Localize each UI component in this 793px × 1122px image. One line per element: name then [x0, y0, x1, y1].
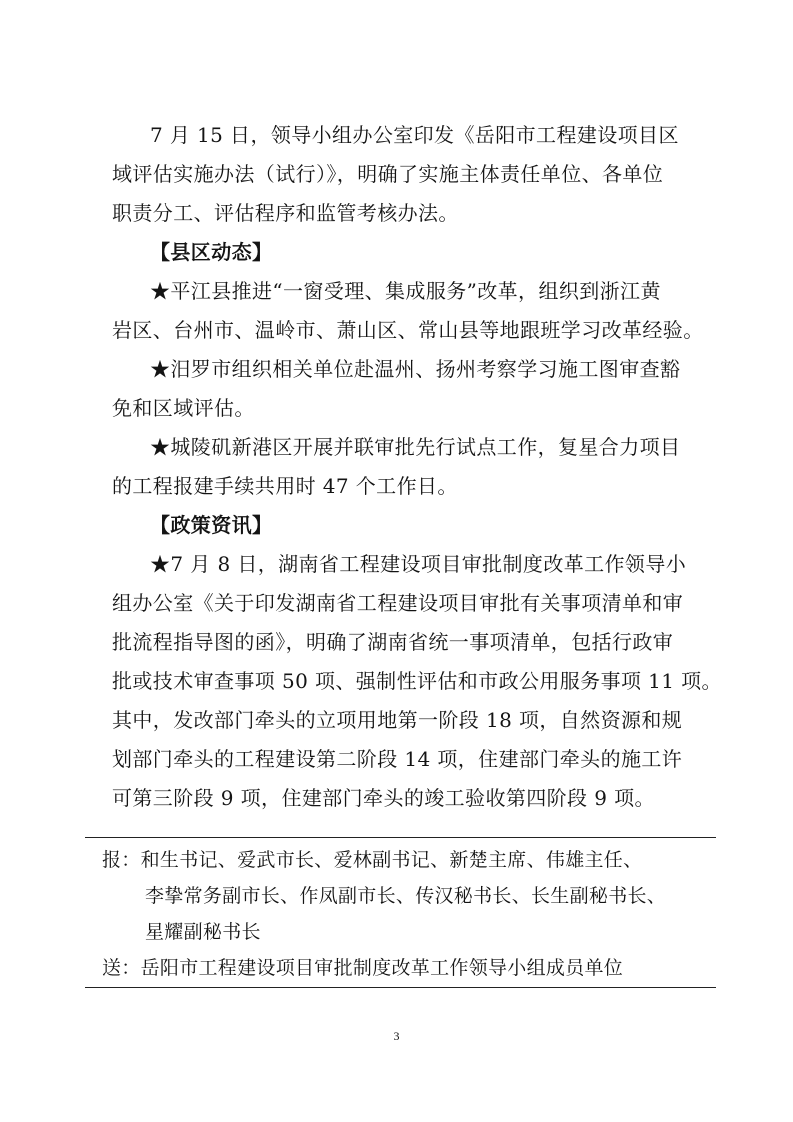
paragraph-line: 职责分工、评估程序和监管考核办法。 — [112, 201, 459, 225]
paragraph-line: ★城陵矶新港区开展并联审批先行试点工作，复星合力项目 — [150, 435, 681, 459]
send-recipients-line: 送：岳阳市工程建设项目审批制度改革工作领导小组成员单位 — [102, 957, 624, 979]
paragraph-line: 批流程指导图的函》，明确了湖南省统一事项清单，包括行政审 — [112, 630, 674, 654]
paragraph-line: 可第三阶段 9 项，住建部门牵头的竣工验收第四阶段 9 项。 — [112, 786, 655, 810]
section-heading-policy-info: 【政策资讯】 — [150, 513, 273, 537]
report-recipients-line: 星耀副秘书长 — [145, 921, 261, 943]
distribution-top-divider — [85, 837, 716, 838]
paragraph-line: 批或技术审查事项 50 项、强制性评估和市政公用服务事项 11 项。 — [112, 669, 722, 693]
paragraph-line: 免和区域评估。 — [112, 396, 255, 420]
report-recipients-line: 报：和生书记、爱武市长、爱林副书记、新楚主席、伟雄主任、 — [102, 849, 643, 871]
section-heading-county-news: 【县区动态】 — [150, 240, 273, 264]
paragraph-line: 的工程报建手续共用时 47 个工作日。 — [112, 474, 458, 498]
paragraph-line: ★平江县推进“一窗受理、集成服务”改革，组织到浙江黄 — [150, 279, 661, 303]
paragraph-line: 其中，发改部门牵头的立项用地第一阶段 18 项，自然资源和规 — [112, 708, 683, 732]
paragraph-line: 岩区、台州市、温岭市、萧山区、常山县等地跟班学习改革经验。 — [112, 318, 704, 342]
paragraph-line: ★7 月 8 日，湖南省工程建设项目审批制度改革工作领导小 — [150, 552, 687, 576]
report-recipients-line: 李挚常务副市长、作凤副市长、传汉秘书长、长生副秘书长、 — [145, 885, 667, 907]
distribution-list — [102, 842, 712, 986]
page-number: 3 — [393, 1029, 400, 1043]
paragraph-line: 组办公室《关于印发湖南省工程建设项目审批有关事项清单和审 — [112, 591, 684, 615]
paragraph-line: 划部门牵头的工程建设第二阶段 14 项，住建部门牵头的施工许 — [112, 747, 683, 771]
distribution-bottom-divider — [85, 987, 716, 988]
paragraph-line: 域评估实施办法（试行）》，明确了实施主体责任单位、各单位 — [112, 162, 664, 186]
paragraph-line: ★汨罗市组织相关单位赴温州、扬州考察学习施工图审查豁 — [150, 357, 681, 381]
paragraph-line: 7 月 15 日，领导小组办公室印发《岳阳市工程建设项目区 — [150, 123, 679, 147]
document-body — [112, 116, 722, 818]
